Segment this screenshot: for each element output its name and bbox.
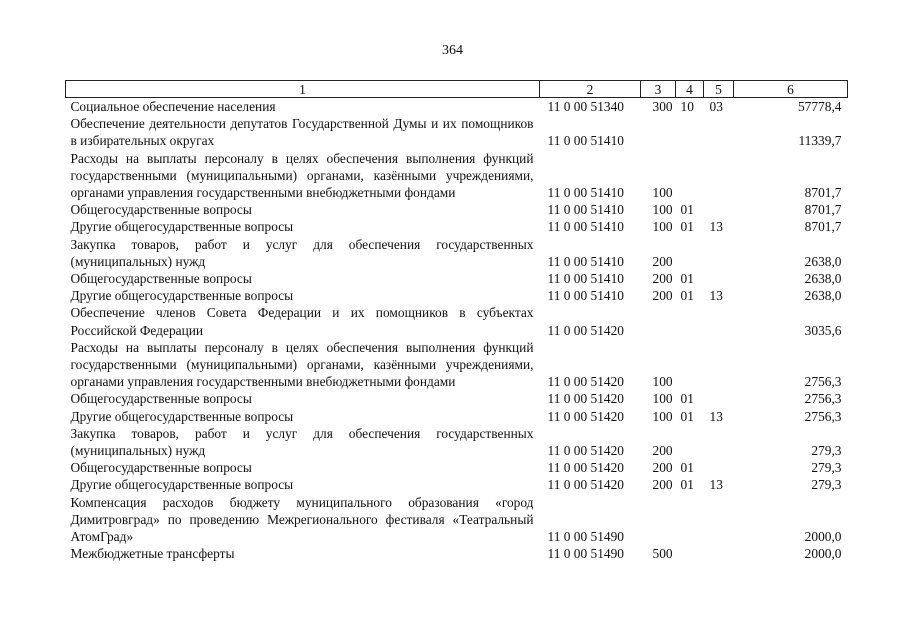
row-section: 10: [680, 99, 694, 114]
row-subsection: [704, 545, 734, 562]
row-expense-type: 300: [652, 99, 673, 114]
row-expense-type: 100: [652, 185, 673, 201]
row-section: 01: [680, 477, 694, 493]
row-expense-type: [641, 494, 676, 546]
row-subsection: [704, 270, 734, 287]
row-expense-type: 200: [652, 253, 673, 269]
header-col-2: 2: [540, 81, 641, 98]
row-code: 11 0 00 51410: [547, 271, 624, 287]
row-amount: 11339,7: [798, 133, 842, 149]
row-code: 11 0 00 51420: [547, 477, 624, 493]
row-amount: 3035,6: [804, 322, 842, 338]
row-name: Общегосударственные вопросы: [70, 460, 252, 476]
table-row: [66, 287, 848, 304]
row-amount: 2638,0: [804, 253, 842, 269]
row-expense-type: 500: [652, 546, 673, 562]
row-section: [676, 236, 704, 270]
table-body: [66, 98, 848, 563]
row-name: Закупка товаров, работ и услуг для обеспечения государственных (муниципальных) нужд: [70, 236, 534, 269]
row-code: 11 0 00 51420: [547, 408, 624, 424]
row-section: [676, 545, 704, 562]
row-section: 01: [680, 391, 694, 407]
row-name: Другие общегосударственные вопросы: [70, 408, 294, 424]
table-row: [66, 150, 848, 202]
row-amount: 2000,0: [804, 529, 842, 545]
table-row: [66, 339, 848, 391]
row-name: Расходы на выплаты персоналу в целях обеспечения выполнения функций государственными (муниципальными) органами, казёнными учреждениями, органами управления государственными внебюджетными фондами: [70, 150, 534, 201]
row-name: Другие общегосударственные вопросы: [70, 219, 294, 235]
header-col-6: 6: [734, 81, 848, 98]
row-subsection: [704, 339, 734, 391]
row-amount: 279,3: [811, 443, 842, 459]
row-subsection: [704, 115, 734, 149]
row-code: 11 0 00 51420: [547, 460, 624, 476]
row-subsection: 03: [709, 99, 723, 114]
row-amount: 2756,3: [804, 374, 842, 390]
row-section: 01: [680, 202, 694, 218]
row-expense-type: 200: [652, 271, 673, 287]
table-row: [66, 115, 848, 149]
row-amount: 279,3: [811, 460, 842, 476]
table-row: [66, 425, 848, 459]
row-subsection: 13: [709, 408, 723, 424]
row-section: [676, 115, 704, 149]
row-code: 11 0 00 51410: [547, 253, 624, 269]
row-expense-type: [641, 115, 676, 149]
budget-table: [65, 80, 848, 562]
row-subsection: [704, 201, 734, 218]
row-amount: 57778,4: [797, 99, 842, 114]
row-code: 11 0 00 51410: [547, 219, 624, 235]
row-name: Общегосударственные вопросы: [70, 391, 252, 407]
row-section: 01: [680, 219, 694, 235]
table-row: [66, 494, 848, 546]
row-code: 11 0 00 51490: [547, 546, 624, 562]
row-code: 11 0 00 51420: [547, 374, 624, 390]
row-amount: 2000,0: [804, 546, 842, 562]
row-subsection: 13: [709, 288, 723, 304]
row-name: Компенсация расходов бюджету муниципального образования «город Димитровград» по проведению Межрегионального фестиваля «Театральный АтомГрад»: [70, 494, 534, 545]
row-amount: 2638,0: [804, 271, 842, 287]
header-row: [66, 81, 848, 98]
row-amount: 8701,7: [804, 202, 842, 218]
row-subsection: 13: [709, 477, 723, 493]
table-row: [66, 476, 848, 493]
row-name: Социальное обеспечение населения: [70, 99, 276, 114]
table-row: [66, 408, 848, 425]
row-expense-type: 200: [652, 443, 673, 459]
row-section: [676, 150, 704, 202]
row-subsection: [704, 459, 734, 476]
row-amount: 2638,0: [804, 288, 842, 304]
table-row: [66, 459, 848, 476]
row-subsection: [704, 304, 734, 338]
row-subsection: [704, 425, 734, 459]
row-section: [676, 425, 704, 459]
row-subsection: [704, 494, 734, 546]
row-code: 11 0 00 51420: [547, 443, 624, 459]
header-col-3: 3: [641, 81, 676, 98]
row-expense-type: 200: [652, 460, 673, 476]
row-subsection: 13: [709, 219, 723, 235]
row-section: 01: [680, 460, 694, 476]
row-subsection: [704, 150, 734, 202]
header-col-4: 4: [676, 81, 704, 98]
row-name: Закупка товаров, работ и услуг для обеспечения государственных (муниципальных) нужд: [70, 425, 534, 459]
row-name: Расходы на выплаты персоналу в целях обеспечения выполнения функций государственными (муниципальными) органами, казёнными учреждениями, органами управления государственными внебюджетными фондами: [70, 339, 534, 390]
row-code: 11 0 00 51410: [547, 288, 624, 304]
row-section: 01: [680, 408, 694, 424]
table-row: [66, 236, 848, 270]
row-amount: 279,3: [811, 477, 842, 493]
table-row: [66, 98, 848, 116]
row-section: [676, 304, 704, 338]
table-row: [66, 270, 848, 287]
table-row: [66, 545, 848, 562]
row-name: Обеспечение членов Совета Федерации и их помощников в субъектах Российской Федерации: [70, 305, 534, 338]
row-amount: 2756,3: [804, 408, 842, 424]
row-code: 11 0 00 51410: [547, 185, 624, 201]
row-code: 11 0 00 51340: [547, 99, 624, 114]
row-subsection: [704, 390, 734, 407]
row-code: 11 0 00 51420: [547, 322, 624, 338]
row-expense-type: [641, 304, 676, 338]
row-name: Общегосударственные вопросы: [70, 271, 252, 287]
row-name: Обеспечение деятельности депутатов Государственной Думы и их помощников в избирательных округах: [70, 116, 534, 149]
row-name: Другие общегосударственные вопросы: [70, 288, 294, 304]
row-expense-type: 100: [652, 219, 673, 235]
row-section: [676, 339, 704, 391]
table-header: [66, 81, 848, 98]
row-name: Общегосударственные вопросы: [70, 202, 252, 218]
row-expense-type: 100: [652, 374, 673, 390]
table-row: [66, 390, 848, 407]
row-expense-type: 100: [652, 391, 673, 407]
header-col-1: 1: [66, 81, 540, 98]
page-number: 364: [442, 43, 463, 58]
row-amount: 8701,7: [804, 219, 842, 235]
row-expense-type: 200: [652, 288, 673, 304]
row-code: 11 0 00 51410: [547, 133, 624, 149]
row-expense-type: 200: [652, 477, 673, 493]
row-section: [676, 494, 704, 546]
row-name: Другие общегосударственные вопросы: [70, 477, 294, 493]
row-amount: 8701,7: [804, 185, 842, 201]
row-section: 01: [680, 271, 694, 287]
row-code: 11 0 00 51490: [547, 529, 624, 545]
row-subsection: [704, 236, 734, 270]
row-expense-type: 100: [652, 202, 673, 218]
row-expense-type: 100: [652, 408, 673, 424]
row-section: 01: [680, 288, 694, 304]
row-name: Межбюджетные трансферты: [70, 546, 235, 562]
table-row: [66, 201, 848, 218]
row-amount: 2756,3: [804, 391, 842, 407]
row-code: 11 0 00 51410: [547, 202, 624, 218]
table-row: [66, 218, 848, 235]
header-col-5: 5: [704, 81, 734, 98]
table-row: [66, 304, 848, 338]
row-code: 11 0 00 51420: [547, 391, 624, 407]
